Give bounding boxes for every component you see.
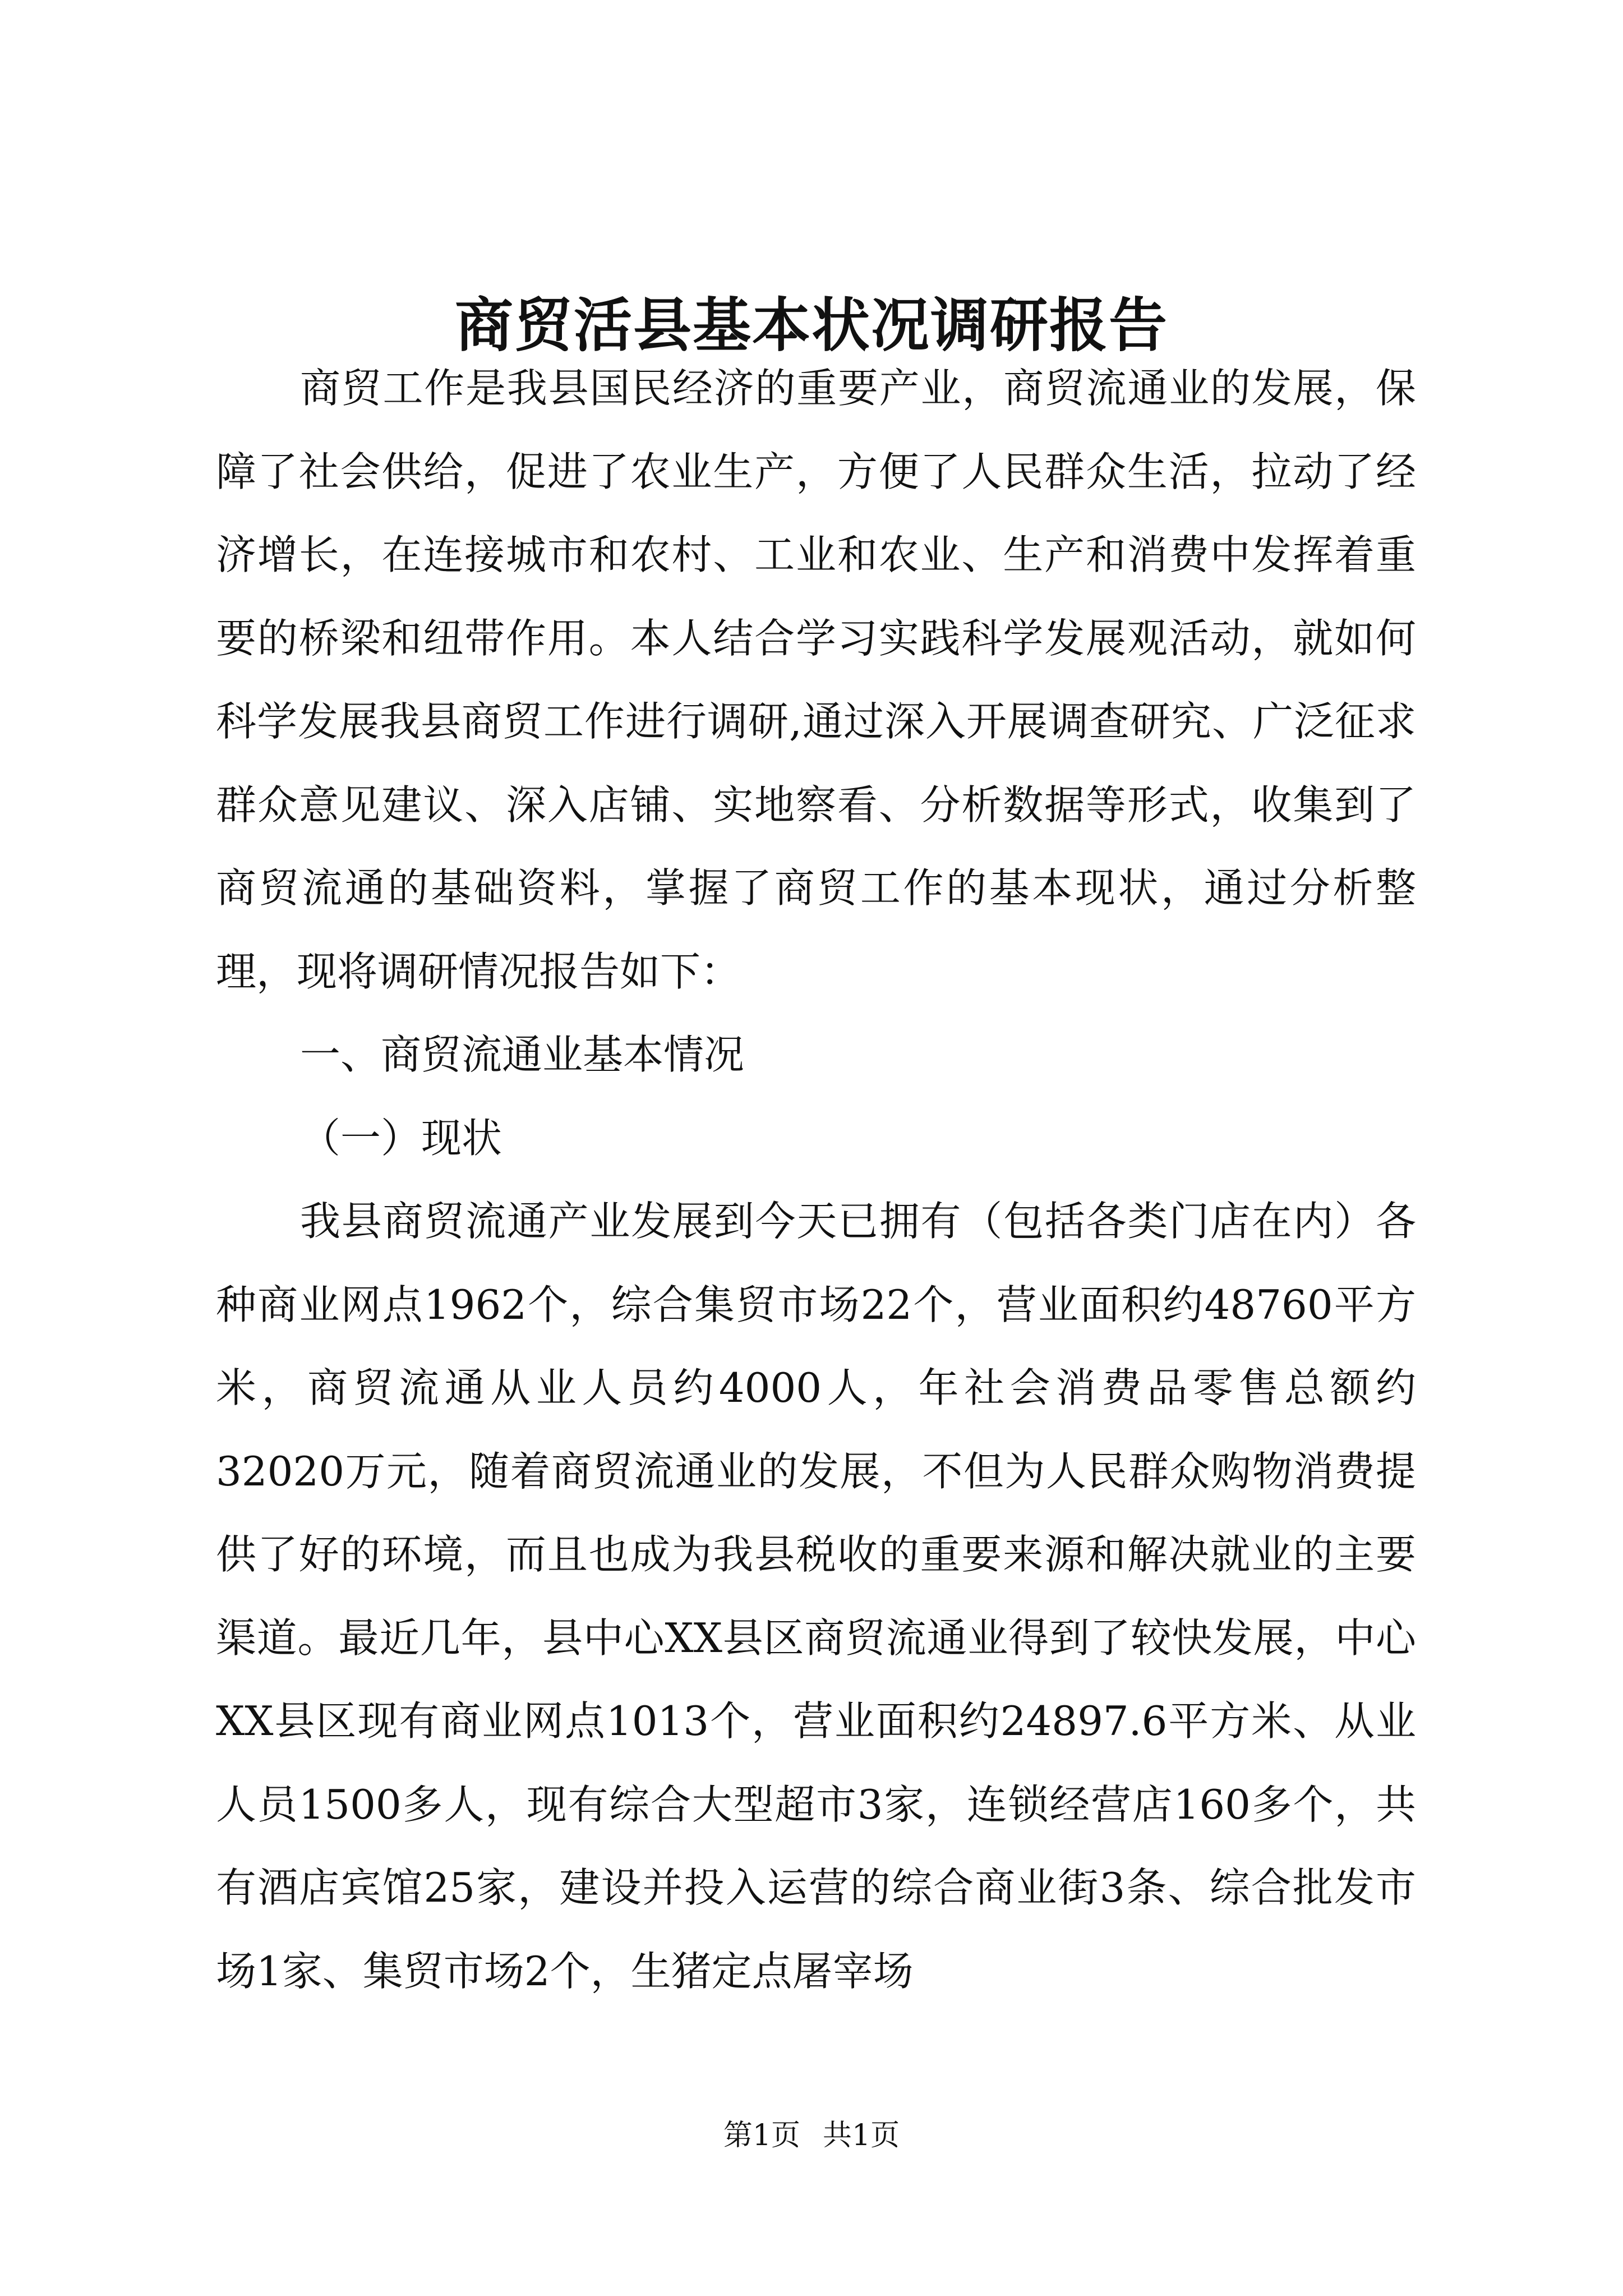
page-total: 共1页 xyxy=(823,2119,900,2152)
page-footer xyxy=(0,2116,1623,2155)
intro-paragraph: 商贸工作是我县国民经济的重要产业，商贸流通业的发展，保障了社会供给，促进了农业生产，方便了人民群众生活，拉动了经济增长，在连接城市和农村、工业和农业、生产和消费中发挥着重要的桥梁和纽带作用。本人结合学习实践科学发展观活动，就如何科学发展我县商贸工作进行调研,通过深入开展调查研究、广泛征求群众意见建议、深入店铺、实地察看、分析数据等形式，收集到了商贸流通的基础资料，掌握了商贸工作的基本现状，通过分析整理，现将调研情况报告如下： xyxy=(216,365,1416,995)
document-title: 商贸活县基本状况调研报告 xyxy=(454,291,1168,360)
document-body xyxy=(216,347,1416,2013)
subsection-heading: （一）现状 xyxy=(300,1114,502,1162)
page-number: 第1页 xyxy=(723,2119,800,2152)
section-heading: 一、商贸流通业基本情况 xyxy=(300,1031,745,1078)
body-paragraph: 我县商贸流通产业发展到今天已拥有（包括各类门店在内）各种商业网点1962个，综合集贸市场22个，营业面积约48760平方米，商贸流通从业人员约4000人，年社会消费品零售总额约32020万元，随着商贸流通业的发展，不但为人民群众购物消费提供了好的环境，而且也成为我县税收的重要来源和解决就业的主要渠道。最近几年，县中心XX县区商贸流通业得到了较快发展，中心XX县区现有商业网点1013个，营业面积约24897.6平方米、从业人员1500多人，现有综合大型超市3家，连锁经营店160多个，共有酒店宾馆25家，建设并投入运营的综合商业街3条、综合批发市场1家、集贸市场2个，生猪定点屠宰场 xyxy=(216,1198,1416,1995)
